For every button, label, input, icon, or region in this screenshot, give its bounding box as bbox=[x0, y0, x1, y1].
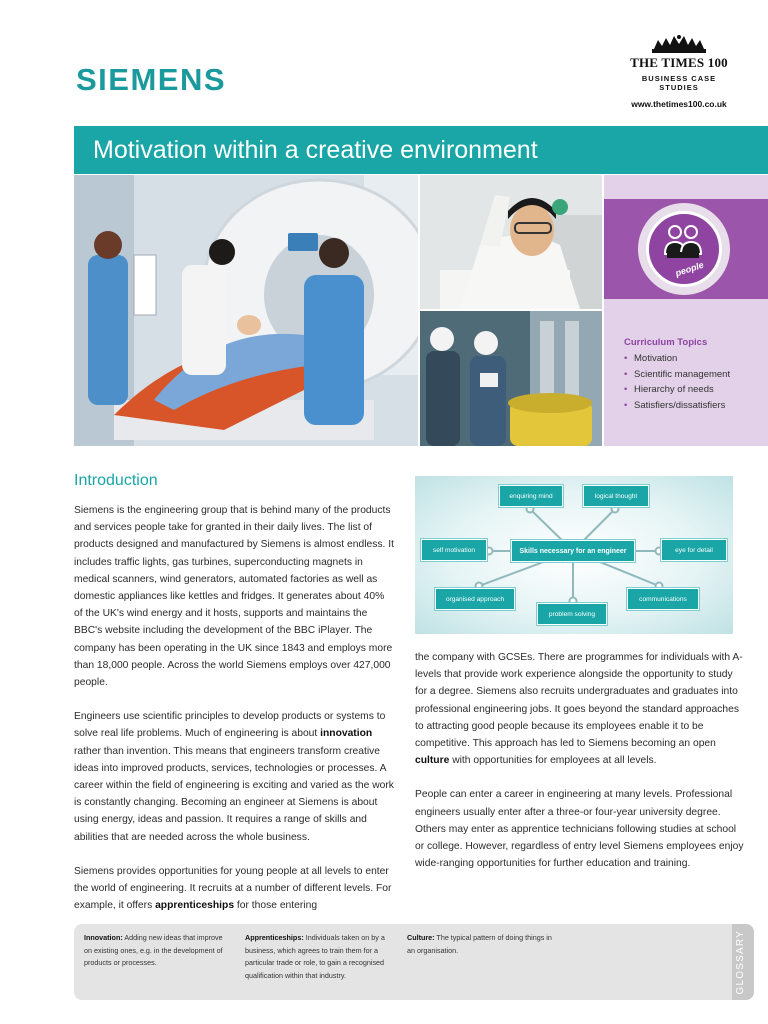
diagram-node: communications bbox=[627, 588, 699, 610]
scientist-photo bbox=[420, 175, 602, 309]
glossary-entry: Apprenticeships: Individuals taken on by a business, which agrees to train them for a particular trade or role, to gain a recognised qualification within that industry. bbox=[245, 933, 385, 980]
people-badge-inner bbox=[646, 211, 722, 287]
diagram-node: self motivation bbox=[421, 539, 487, 561]
curriculum-item: • Scientific management bbox=[624, 367, 730, 383]
medical-scanner-photo bbox=[74, 175, 418, 446]
scientist-illustration bbox=[420, 175, 602, 309]
intro-paragraph-3: Siemens provides opportunities for young people at all levels to enter the world of engineering. It recruits at a number of different levels. For example, it offers apprenticeships for those entering bbox=[74, 865, 392, 912]
intro-paragraph-2: Engineers use scientific principles to develop products or systems to solve real life problems. Much of engineering is about innovation rather than invention. This means that engineers transform creative ideas into improved products, services, technologies or processes. A career within the field of engineering is exciting and varied as the work is constantly changing. Becoming an engineer at Siemens is about using energy, ideas and passion. It requires a range of skills and abilities that are needed across the whole business. bbox=[74, 711, 394, 843]
glossary-entry: Innovation: Adding new ideas that improve on existing ones, e.g. in the development of products or processes. bbox=[84, 933, 223, 967]
curriculum-heading: Curriculum Topics bbox=[624, 337, 708, 348]
left-column bbox=[74, 502, 394, 931]
people-badge-label: people bbox=[674, 259, 705, 279]
times-subtitle: BUSINESS CASE STUDIES bbox=[641, 74, 717, 92]
diagram-node: enquiring mind bbox=[499, 485, 563, 507]
crest-icon bbox=[648, 34, 710, 54]
skills-diagram bbox=[415, 476, 733, 634]
glossary-box bbox=[74, 924, 754, 1000]
curriculum-item: • Satisfiers/dissatisfiers bbox=[624, 398, 730, 414]
page-title: Motivation within a creative environment bbox=[93, 136, 538, 164]
diagram-node: eye for detail bbox=[661, 539, 727, 561]
industrial-illustration bbox=[420, 311, 602, 446]
glossary-tab bbox=[732, 924, 754, 1000]
diagram-center-node: Skills necessary for an engineer bbox=[511, 540, 635, 562]
term-innovation: innovation bbox=[320, 728, 373, 740]
medical-scene-illustration bbox=[74, 175, 418, 446]
siemens-logo: SIEMENS bbox=[76, 62, 227, 97]
industrial-workers-photo bbox=[420, 311, 602, 446]
introduction-heading: Introduction bbox=[74, 472, 158, 489]
diagram-node: organised approach bbox=[435, 588, 515, 610]
curriculum-list bbox=[624, 351, 730, 413]
times-url[interactable]: www.thetimes100.co.uk bbox=[631, 99, 727, 109]
people-badge bbox=[638, 203, 730, 295]
intro-paragraph-4: the company with GCSEs. There are programmes for individuals with A-levels that provide work experience alongside the opportunity to study for a degree. Siemens also recruits undergraduates and graduates into professional engineering jobs. It goes beyond the standard approaches to attracting good people because its employees enable it to be competitive. This approach has led to Siemens becoming an open culture with opportunities for employees at all levels. bbox=[415, 652, 743, 767]
glossary-tab-label: GLOSSARY bbox=[735, 929, 746, 994]
right-column bbox=[415, 649, 745, 889]
term-apprenticeships: apprenticeships bbox=[155, 900, 235, 912]
diagram-node: problem solving bbox=[537, 603, 607, 625]
curriculum-item: • Hierarchy of needs bbox=[624, 382, 730, 398]
curriculum-item: • Motivation bbox=[624, 351, 730, 367]
intro-paragraph-5: People can enter a career in engineering at many levels. Professional engineers usually enter after a three-or four-year university degree. Others may enter as apprentice technicians following studies at school or college. However, regardless of entry level Siemens employees enjoy wide-ranging opportunities for further education and training. bbox=[415, 789, 744, 870]
glossary-entry: Culture: The typical pattern of doing things in an organisation. bbox=[407, 933, 552, 955]
times100-logo bbox=[624, 34, 734, 109]
title-banner bbox=[74, 126, 768, 174]
term-culture: culture bbox=[415, 755, 450, 767]
intro-paragraph-1: Siemens is the engineering group that is behind many of the products and services people take for granted in their daily lives. The list of products designed and manufactured by Siemens is almost endless. It includes traffic lights, gas turbines, superconducting magnets in medical scanners, wind generators, automated factories as well as domestic appliances like kettles and fridges. It generates about 40% of the UK's wind energy and it hosts, supports and maintains the BBC's website including the development of the BBC iPlayer. The company has been operating in the UK since 1843 and employs more than 18,000 people. Across the world Siemens employs over 427,000 people. bbox=[74, 505, 394, 689]
curriculum-topics-panel bbox=[604, 175, 768, 446]
diagram-node: logical thought bbox=[583, 485, 649, 507]
times-title: THE TIMES 100 bbox=[630, 55, 728, 70]
